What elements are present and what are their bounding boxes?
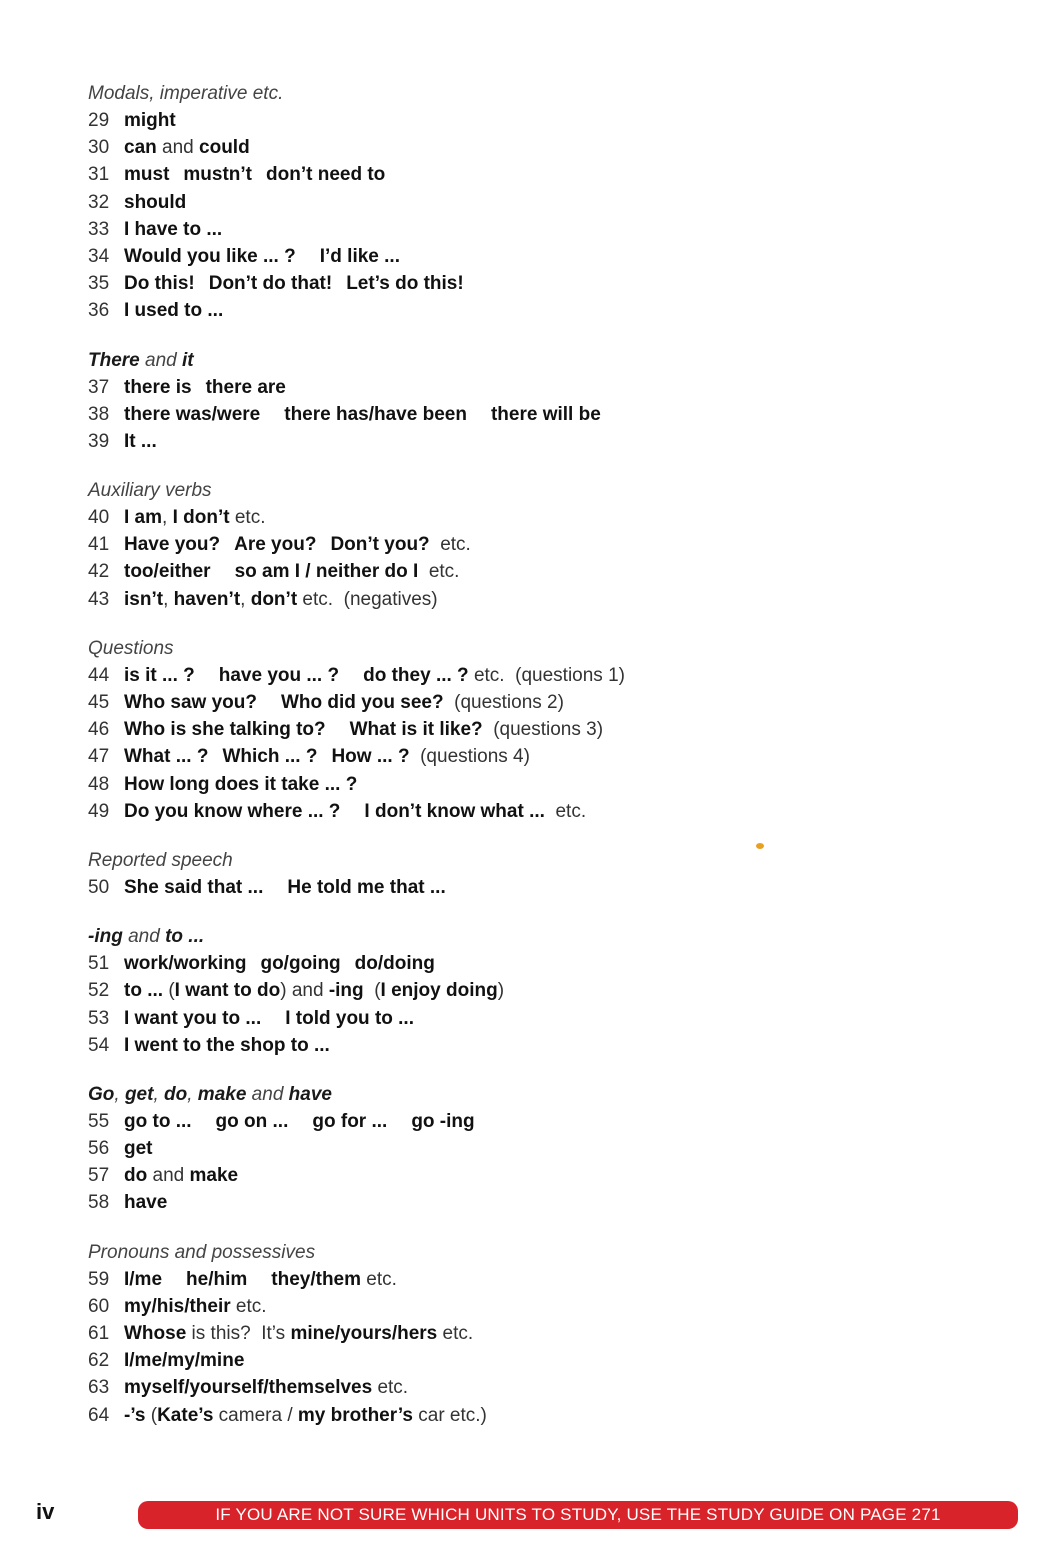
unit-entry (88, 161, 988, 188)
unit-entry (88, 1189, 988, 1216)
unit-topic: I used to ... (124, 300, 224, 322)
unit-topic: She said that ... (124, 876, 264, 898)
section-heading-part: Go (88, 1083, 115, 1105)
unit-note: (questions 4) (409, 746, 530, 768)
unit-note: etc. (questions 1) (468, 664, 625, 686)
unit-topic: could (199, 137, 250, 159)
unit-note: ) and (280, 980, 329, 1002)
unit-number: 59 (88, 1268, 110, 1290)
unit-number: 55 (88, 1110, 110, 1132)
unit-entry (88, 1293, 988, 1320)
section-heading (88, 477, 988, 504)
unit-entry (88, 134, 988, 161)
unit-topic: I don’t (172, 507, 230, 529)
unit-entry (88, 1162, 988, 1189)
unit-topic: I want to do (174, 980, 281, 1002)
unit-entry (88, 662, 988, 689)
section (88, 847, 988, 901)
unit-entry (88, 216, 988, 243)
section-heading-part: it (182, 349, 194, 371)
unit-entry (88, 771, 988, 798)
unit-topic: don’t (250, 588, 298, 610)
unit-note: etc. (negatives) (297, 588, 438, 610)
unit-entry (88, 977, 988, 1004)
unit-topic: Do this! (124, 273, 195, 295)
unit-topic: Do you know where ... ? (124, 800, 341, 822)
section-heading (88, 635, 988, 662)
unit-entry (88, 1402, 988, 1429)
section-heading-part: and (246, 1083, 289, 1105)
unit-entry (88, 401, 988, 428)
unit-entry (88, 1032, 988, 1059)
unit-note: ( (363, 980, 381, 1002)
unit-topic: go -ing (411, 1110, 475, 1132)
section (88, 477, 988, 613)
unit-topic: can (124, 137, 157, 159)
section-heading-part: and (122, 926, 166, 948)
unit-topic: He told me that ... (287, 876, 446, 898)
unit-topic: work/working (124, 953, 247, 975)
unit-topic: Have you? (124, 534, 221, 556)
unit-topic: isn’t (124, 588, 164, 610)
unit-topic: make (189, 1165, 239, 1187)
unit-entry (88, 716, 988, 743)
unit-number: 42 (88, 561, 110, 583)
unit-entry (88, 1320, 988, 1347)
section-heading (88, 1239, 988, 1266)
section-heading-part: , (114, 1083, 125, 1105)
section-heading-part: Auxiliary verbs (88, 480, 212, 502)
unit-topic: Who saw you? (124, 692, 257, 713)
unit-note: etc. (230, 1295, 267, 1317)
unit-note: etc. (429, 534, 471, 556)
unit-topic: I/me/my/mine (124, 1350, 245, 1372)
section-heading-part: Reported speech (88, 849, 233, 871)
unit-topic: How ... ? (331, 746, 410, 768)
section-heading-part: Questions (88, 637, 174, 659)
unit-topic: do they ... ? (363, 664, 469, 686)
unit-number: 63 (88, 1377, 110, 1399)
unit-number: 53 (88, 1007, 110, 1029)
unit-topic: Let’s do this! (346, 273, 464, 295)
unit-number: 29 (88, 110, 110, 131)
unit-topic: my/his/their (124, 1295, 231, 1317)
section (88, 1081, 988, 1217)
unit-note: etc. (418, 561, 460, 583)
page-footer (36, 1497, 1021, 1533)
section-heading-part: , (187, 1083, 198, 1105)
unit-topic: mustn’t (183, 164, 253, 186)
unit-topic: I/me (124, 1268, 163, 1290)
section-heading-part: get (124, 1083, 154, 1105)
unit-topic: I enjoy doing (380, 980, 498, 1002)
unit-note: etc. (372, 1377, 409, 1399)
unit-topic: there is (124, 376, 192, 398)
unit-topic: I am (124, 507, 163, 529)
unit-topic: have (124, 1192, 168, 1214)
unit-topic: my brother’s (297, 1404, 413, 1426)
section-heading (88, 347, 988, 374)
ink-speck (756, 843, 764, 849)
unit-number: 49 (88, 800, 110, 822)
unit-note: is this? It’s (186, 1323, 291, 1344)
unit-topic: Kate’s (157, 1404, 214, 1426)
unit-number: 56 (88, 1138, 110, 1160)
unit-number: 36 (88, 300, 110, 322)
unit-topic: there will be (490, 403, 601, 425)
unit-note: etc. (437, 1323, 474, 1344)
unit-topic: go for ... (312, 1110, 388, 1132)
unit-note: etc. (229, 507, 266, 529)
unit-topic: I told you to ... (285, 1007, 414, 1029)
unit-entry (88, 743, 988, 770)
unit-topic: go on ... (215, 1110, 289, 1132)
unit-note: ( (163, 980, 175, 1002)
unit-entry (88, 1108, 988, 1135)
unit-topic: have you ... ? (218, 664, 340, 686)
unit-topic: they/them (271, 1268, 362, 1290)
unit-note: etc. (361, 1268, 397, 1290)
unit-topic: How long does it take ... ? (124, 773, 358, 795)
unit-topic: there was/were (124, 403, 261, 425)
section-heading-part: -ing (88, 926, 123, 948)
section-heading-part: do (164, 1083, 188, 1105)
unit-number: 34 (88, 245, 110, 267)
unit-topic: too/either (124, 561, 211, 583)
unit-topic: get (124, 1138, 153, 1160)
unit-topic: do (124, 1165, 148, 1187)
unit-topic: myself/yourself/themselves (124, 1377, 373, 1399)
unit-topic: there has/have been (284, 403, 467, 425)
unit-topic: -ing (328, 980, 364, 1002)
unit-note: etc. (544, 800, 587, 822)
section (88, 923, 988, 1059)
section-heading-part: Pronouns and possessives (88, 1241, 316, 1263)
unit-number: 39 (88, 430, 110, 452)
unit-topic: I went to the shop to ... (124, 1034, 330, 1056)
unit-number: 47 (88, 746, 110, 768)
unit-entry (88, 270, 988, 297)
unit-topic: I have to ... (124, 218, 223, 240)
section-heading-part: and (139, 349, 183, 371)
section-heading-part: There (88, 349, 140, 371)
section-heading-part: make (197, 1083, 247, 1105)
section-heading-part: , (153, 1083, 165, 1105)
unit-entry (88, 107, 988, 134)
unit-topic: to ... (124, 980, 164, 1002)
unit-topic: don’t need to (266, 164, 386, 186)
unit-entry (88, 504, 988, 531)
unit-topic: I’d like ... (319, 245, 400, 267)
unit-number: 61 (88, 1323, 110, 1344)
unit-entry (88, 374, 988, 401)
unit-number: 45 (88, 692, 110, 713)
unit-note: car etc.) (412, 1404, 487, 1426)
unit-entry (88, 531, 988, 558)
unit-topic: do/doing (354, 953, 435, 975)
unit-note: (questions 3) (482, 719, 604, 741)
unit-topic: Which ... ? (222, 746, 318, 768)
section-heading-part: to ... (165, 926, 205, 948)
unit-topic: What ... ? (124, 746, 209, 768)
unit-entry (88, 689, 988, 716)
unit-note: and (147, 1165, 190, 1187)
unit-note: (questions 2) (443, 692, 564, 713)
unit-number: 51 (88, 953, 110, 975)
unit-topic: Would you like ... ? (124, 245, 296, 267)
section (88, 635, 988, 825)
unit-topic: should (124, 191, 187, 213)
unit-number: 37 (88, 376, 110, 398)
unit-note: , (240, 588, 251, 610)
unit-entry (88, 950, 988, 977)
section (88, 80, 988, 325)
unit-topic: Whose (124, 1323, 187, 1344)
unit-topic: mine/yours/hers (290, 1323, 438, 1344)
section (88, 1239, 988, 1429)
unit-topic: Don’t do that! (208, 273, 333, 295)
unit-note: ) (497, 980, 505, 1002)
unit-number: 50 (88, 876, 110, 898)
page-number: iv (36, 1499, 55, 1524)
unit-note: , (163, 588, 174, 610)
unit-number: 48 (88, 773, 110, 795)
unit-topic: might (124, 110, 176, 131)
unit-number: 43 (88, 588, 110, 610)
unit-entry (88, 874, 988, 901)
unit-topic: Who is she talking to? (124, 719, 326, 741)
unit-topic: It ... (124, 430, 157, 452)
unit-number: 38 (88, 403, 110, 425)
unit-entry (88, 586, 988, 613)
unit-number: 62 (88, 1350, 110, 1372)
unit-entry (88, 297, 988, 324)
unit-number: 57 (88, 1165, 110, 1187)
unit-topic: go to ... (124, 1110, 192, 1132)
unit-number: 41 (88, 534, 110, 556)
unit-number: 30 (88, 137, 110, 159)
unit-number: 60 (88, 1295, 110, 1317)
unit-entry (88, 558, 988, 585)
unit-topic: I don’t know what ... (364, 800, 545, 822)
unit-number: 44 (88, 664, 110, 686)
unit-entry (88, 428, 988, 455)
unit-topic: What is it like? (349, 719, 483, 741)
unit-entry (88, 243, 988, 270)
section-heading (88, 1081, 988, 1108)
unit-entry (88, 798, 988, 825)
unit-note: and (156, 137, 200, 159)
unit-topic: I want you to ... (124, 1007, 262, 1029)
unit-topic: there are (205, 376, 286, 398)
unit-number: 58 (88, 1192, 110, 1214)
unit-topic: so am I / neither do I (234, 561, 419, 583)
unit-number: 32 (88, 191, 110, 213)
unit-note: ( (145, 1404, 158, 1426)
unit-entry (88, 1135, 988, 1162)
unit-entry (88, 1266, 988, 1293)
unit-entry (88, 1374, 988, 1401)
section-heading (88, 923, 988, 950)
unit-number: 64 (88, 1404, 110, 1426)
unit-number: 52 (88, 980, 110, 1002)
unit-entry (88, 1347, 988, 1374)
section-heading (88, 80, 988, 107)
unit-number: 33 (88, 218, 110, 240)
section-heading (88, 847, 988, 874)
contents-list (88, 80, 988, 1451)
unit-topic: go/going (260, 953, 341, 975)
unit-topic: Are you? (234, 534, 317, 556)
unit-number: 40 (88, 507, 110, 529)
unit-number: 35 (88, 273, 110, 295)
section (88, 347, 988, 456)
section-heading-part: have (288, 1083, 332, 1105)
unit-topic: must (124, 164, 170, 186)
unit-entry (88, 1005, 988, 1032)
unit-topic: he/him (186, 1268, 248, 1290)
unit-topic: -’s (124, 1404, 146, 1426)
unit-topic: Don’t you? (330, 534, 430, 556)
unit-topic: is it ... ? (124, 664, 195, 686)
unit-number: 46 (88, 719, 110, 741)
unit-note: , (162, 507, 173, 529)
section-heading-part: Modals, imperative etc. (88, 83, 284, 104)
unit-number: 54 (88, 1034, 110, 1056)
study-guide-banner: IF YOU ARE NOT SURE WHICH UNITS TO STUDY, USE THE STUDY GUIDE ON PAGE 271 (138, 1501, 1018, 1529)
unit-topic: haven’t (173, 588, 241, 610)
unit-note: camera / (213, 1404, 298, 1426)
unit-topic: Who did you see? (281, 692, 444, 713)
unit-entry (88, 189, 988, 216)
unit-number: 31 (88, 164, 110, 186)
